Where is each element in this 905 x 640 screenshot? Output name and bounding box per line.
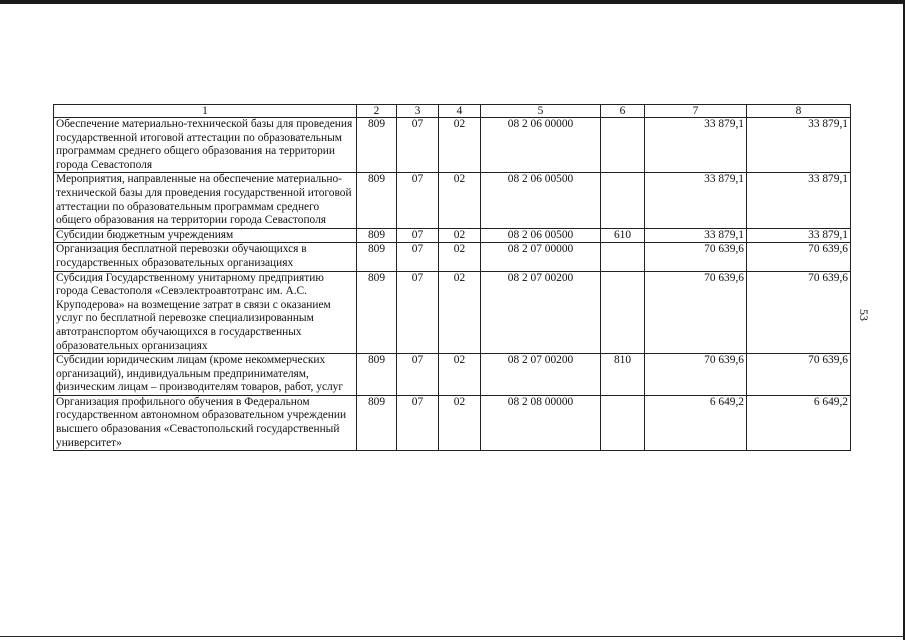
column-header: 6 [601,105,645,118]
row-csr: 08 2 06 00500 [481,228,601,243]
table-header-row [54,105,851,118]
row-name: Субсидии юридическим лицам (кроме некоммерческих организаций), индивидуальным предпринимателям, физическим лицам – производителям товаров, работ, услуг [54,354,357,396]
row-podrazdel: 02 [439,173,481,228]
column-header: 1 [54,105,357,118]
row-name: Мероприятия, направленные на обеспечение материально-технической базы для проведения государственной итоговой аттестации по образовательным программам среднего общего образования на территории города Севастополя [54,173,357,228]
row-podrazdel: 02 [439,354,481,396]
row-razdel: 07 [397,395,439,450]
row-vr [601,118,645,173]
row-sum-1: 33 879,1 [645,173,747,228]
row-name: Обеспечение материально-технической базы для проведения государственной итоговой аттестации по образовательным программам среднего общего образования на территории города Севастополя [54,118,357,173]
row-podrazdel: 02 [439,395,481,450]
row-vr [601,271,645,354]
column-header: 4 [439,105,481,118]
row-sum-1: 70 639,6 [645,354,747,396]
row-glava: 809 [357,173,397,228]
row-vr: 610 [601,228,645,243]
column-header: 8 [747,105,851,118]
row-name: Субсидия Государственному унитарному предприятию города Севастополя «Севэлектроавтотранс им. А.С. Круподерова» на возмещение затрат в связи с оказанием услуг по бесплатной перевозке специализированным автотранспортом обучающихся в государственных образовательных организациях [54,271,357,354]
row-sum-1: 6 649,2 [645,395,747,450]
page-number: 53 [857,309,871,321]
row-glava: 809 [357,118,397,173]
row-csr: 08 2 06 00000 [481,118,601,173]
row-razdel: 07 [397,173,439,228]
row-vr [601,243,645,271]
row-razdel: 07 [397,354,439,396]
row-razdel: 07 [397,118,439,173]
column-header: 7 [645,105,747,118]
row-sum-2: 6 649,2 [747,395,851,450]
budget-table [53,104,851,451]
row-sum-2: 33 879,1 [747,228,851,243]
row-csr: 08 2 07 00200 [481,271,601,354]
column-header: 5 [481,105,601,118]
row-podrazdel: 02 [439,228,481,243]
row-sum-2: 33 879,1 [747,173,851,228]
row-vr [601,173,645,228]
row-sum-2: 70 639,6 [747,271,851,354]
scan-border-top [0,0,905,4]
column-header: 3 [397,105,439,118]
row-sum-1: 70 639,6 [645,243,747,271]
row-razdel: 07 [397,228,439,243]
row-glava: 809 [357,228,397,243]
table-row [54,395,851,450]
row-podrazdel: 02 [439,243,481,271]
row-vr [601,395,645,450]
row-razdel: 07 [397,271,439,354]
row-sum-1: 33 879,1 [645,228,747,243]
row-csr: 08 2 07 00000 [481,243,601,271]
row-razdel: 07 [397,243,439,271]
row-glava: 809 [357,354,397,396]
row-sum-2: 33 879,1 [747,118,851,173]
scan-border-bottom [0,636,905,637]
row-sum-2: 70 639,6 [747,243,851,271]
row-glava: 809 [357,243,397,271]
row-glava: 809 [357,271,397,354]
table-row [54,354,851,396]
row-name: Организация бесплатной перевозки обучающихся в государственных образовательных организациях [54,243,357,271]
row-vr: 810 [601,354,645,396]
table-row [54,173,851,228]
table-row [54,118,851,173]
row-csr: 08 2 08 00000 [481,395,601,450]
column-header: 2 [357,105,397,118]
row-name: Организация профильного обучения в Федеральном государственном автономном образовательном учреждении высшего образования «Севастопольский государственный университет» [54,395,357,450]
table-row [54,243,851,271]
row-sum-1: 33 879,1 [645,118,747,173]
row-podrazdel: 02 [439,118,481,173]
row-sum-1: 70 639,6 [645,271,747,354]
row-csr: 08 2 07 00200 [481,354,601,396]
row-name: Субсидии бюджетным учреждениям [54,228,357,243]
row-csr: 08 2 06 00500 [481,173,601,228]
row-podrazdel: 02 [439,271,481,354]
table-row [54,228,851,243]
row-glava: 809 [357,395,397,450]
row-sum-2: 70 639,6 [747,354,851,396]
table-row [54,271,851,354]
